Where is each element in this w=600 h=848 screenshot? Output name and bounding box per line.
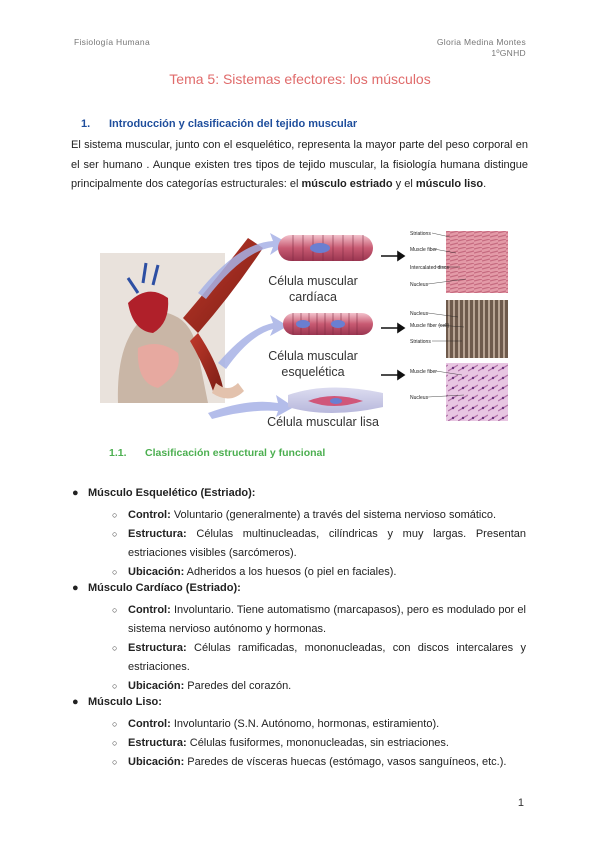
list-subitem: ○ Control: Voluntario (generalmente) a través del sistema nervioso somático.: [112, 509, 497, 521]
item-title: Músculo Cardíaco (Estriado):: [88, 582, 241, 594]
micro-label-skeletal-1: Muscle fiber (cell): [410, 323, 450, 329]
section-number: 1.: [81, 118, 91, 130]
page-number: 1: [517, 797, 524, 809]
intro-bold-striated: músculo estriado: [301, 178, 393, 190]
item-title: Músculo Esquelético (Estriado):: [88, 487, 256, 499]
micrograph-skeletal: [446, 300, 508, 358]
list-subitem: ○ Ubicación: Paredes de vísceras huecas (estómago, vasos sanguíneos, etc.).: [112, 756, 507, 768]
micrograph-labels: [410, 231, 450, 401]
micro-label-cardiac-0: Striations: [410, 231, 431, 237]
section-heading-1: [81, 118, 357, 130]
muscle-types-figure: [98, 223, 510, 435]
micro-label-skeletal-0: Nucleus: [410, 311, 429, 317]
intro-paragraph: [71, 136, 528, 195]
header-course: 1ºGNHD: [491, 48, 526, 58]
label-smooth: Célula muscular lisa: [267, 415, 379, 429]
micro-label-cardiac-1: Muscle fiber: [410, 247, 437, 253]
list-subitem: ○ Estructura: Células ramificadas, mononucleadas, con discos intercalares y estriaciones.: [112, 642, 526, 673]
cardiac-cell-drawing: [278, 235, 373, 261]
header-author: [437, 37, 526, 59]
micro-label-smooth-1: Nucleus: [410, 395, 429, 401]
arrows-to-micrographs: [381, 252, 404, 379]
list-item: ● Músculo Cardíaco (Estriado):: [72, 582, 241, 594]
list-subitem: ○ Ubicación: Paredes del corazón.: [112, 680, 292, 692]
page-title: Tema 5: Sistemas efectores: los músculos: [169, 71, 431, 87]
list-item: ● Músculo Esquelético (Estriado):: [72, 487, 256, 499]
skeletal-cell-drawing: [283, 313, 373, 335]
intro-text-c: .: [483, 178, 487, 190]
micrograph-smooth: [446, 363, 508, 421]
list-subitem: ○ Control: Involuntario. Tiene automatismo (marcapasos), pero es modulado por el sistema nervioso autónomo y hormonas.: [112, 604, 526, 635]
micro-label-cardiac-2: Intercalated discs: [410, 265, 449, 271]
label-skeletal-2: esquelética: [281, 365, 345, 379]
list-subitem: ○ Estructura: Células fusiformes, mononucleadas, sin estriaciones.: [112, 737, 449, 749]
label-skeletal-1: Célula muscular: [268, 349, 358, 363]
micrograph-cardiac: [446, 231, 508, 293]
header-author-name: Gloria Medina Montes: [436, 37, 526, 47]
header-subject: Fisiología Humana: [74, 37, 150, 47]
subsection-number: 1.1.: [109, 447, 127, 459]
smooth-cell-drawing: [288, 387, 383, 413]
item-title: Músculo Liso:: [88, 696, 162, 708]
label-cardiac-1: Célula muscular: [268, 274, 358, 288]
intro-bold-smooth: músculo liso: [415, 178, 484, 190]
micro-label-smooth-0: Muscle fiber: [410, 369, 437, 375]
intro-text-a: El sistema muscular, junto con el esquelético, representa la mayor parte del peso corporal en el ser humano . Aunque existen tres tipos de tejido muscular, la fisiología humana distingue principalmente dos categorías estructurales: el: [71, 139, 528, 190]
list-subitem: ○ Ubicación: Adheridos a los huesos (o piel en faciales).: [112, 566, 397, 578]
label-cardiac-2: cardíaca: [289, 290, 337, 304]
micro-label-skeletal-2: Striations: [410, 339, 431, 345]
section-heading-1-1: [109, 447, 325, 459]
subsection-title: Clasificación estructural y funcional: [145, 447, 326, 459]
list-subitem: ○ Control: Involuntario (S.N. Autónomo, hormonas, estiramiento).: [112, 718, 440, 730]
list-subitem: ○ Estructura: Células multinucleadas, cilíndricas y muy largas. Presentan estriaciones visibles (sarcómeros).: [112, 528, 526, 559]
intro-text-b: y el: [392, 178, 416, 190]
section-title: Introducción y clasificación del tejido muscular: [109, 118, 358, 130]
list-item: ● Músculo Liso:: [72, 696, 162, 708]
micro-label-cardiac-3: Nucleus: [410, 282, 429, 288]
